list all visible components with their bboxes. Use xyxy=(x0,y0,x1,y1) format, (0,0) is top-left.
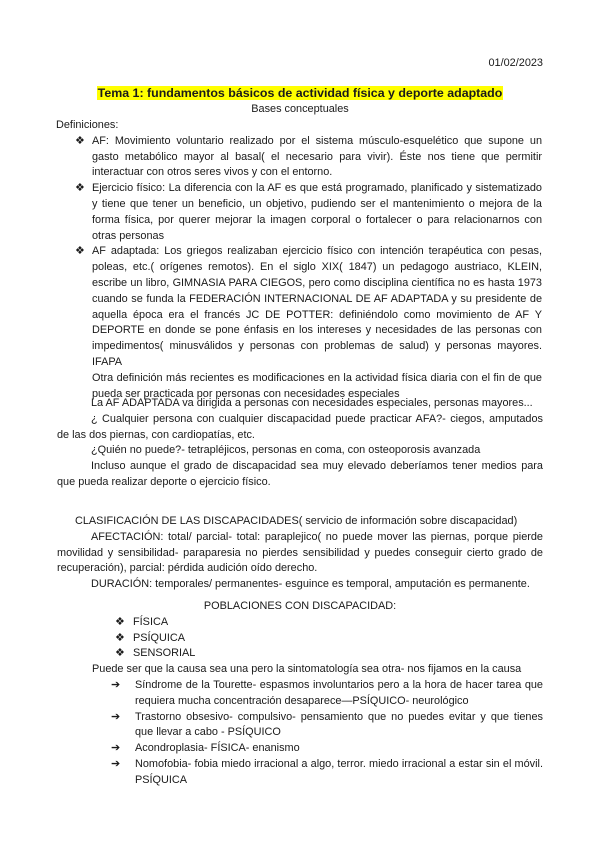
arrow-bullet-icon: ➔ xyxy=(111,710,121,723)
populations-section xyxy=(57,599,543,789)
diamond-bullet-icon: ❖ xyxy=(115,631,125,644)
arrow-bullet-icon: ➔ xyxy=(111,742,121,755)
paragraph-question-2: ¿Quién no puede?- tetrapléjicos, personas en coma, con osteoporosis avanzada xyxy=(91,444,481,457)
example-item xyxy=(111,678,543,710)
other-definition: Otra definición más recientes es modificaciones en la actividad física diaria con el fin de que pueda ser practicada por personas con necesidades especiales xyxy=(92,371,542,400)
document-subtitle: Bases conceptuales xyxy=(251,103,349,115)
population-label: PSÍQUICA xyxy=(133,631,186,644)
definition-text: Ejercicio físico: La diferencia con la AF es que está programado, planificado y sistematizado y tiene que tener un beneficio, un objetivo, pudiendo ser el mantenimiento o mejora de la forma física, por querer mejorar la imagen corporal o fortalecer o para relacionarnos con otras personas xyxy=(92,182,542,242)
document-date: 01/02/2023 xyxy=(488,57,543,69)
diamond-bullet-icon: ❖ xyxy=(75,245,85,258)
affection-paragraph: AFECTACIÓN: total/ parcial- total: paraplejico( no puede mover las piernas, porque pierde movilidad y sensibilidad- paraparesia no pierdes sensibilidad y puedes conseguir cierto grado de recuperación), parcial: pérdida audición oído derecho. xyxy=(57,530,543,575)
diamond-bullet-icon: ❖ xyxy=(115,615,125,628)
paragraph-incluso: Incluso aunque el grado de discapacidad sea muy elevado deberíamos tener medios para que pueda realizar deporte o ejercicio físico. xyxy=(57,460,543,488)
example-item xyxy=(111,741,543,757)
example-text: Acondroplasia- FÍSICA- enanismo xyxy=(135,742,300,755)
document-title: Tema 1: fundamentos básicos de actividad física y deporte adaptado xyxy=(97,86,503,100)
adaptada-section xyxy=(57,396,543,491)
cause-paragraph: Puede ser que la causa sea una pero la sintomatología sea otra- nos fijamos en la causa xyxy=(92,663,522,676)
diamond-bullet-icon: ❖ xyxy=(115,647,125,660)
populations-heading: POBLACIONES CON DISCAPACIDAD: xyxy=(203,600,397,612)
arrow-bullet-icon: ➔ xyxy=(111,757,121,770)
definition-item xyxy=(56,181,542,244)
population-label: SENSORIAL xyxy=(133,647,196,660)
definitions-section xyxy=(56,118,542,402)
example-text: Trastorno obsesivo- compulsivo- pensamiento que no puedes evitar y que tienes que llevar a cabo - PSÍQUICO xyxy=(135,710,543,739)
diamond-bullet-icon: ❖ xyxy=(75,182,85,195)
populations-list xyxy=(57,615,543,662)
duration-paragraph: DURACIÓN: temporales/ permanentes- esguince es temporal, amputación es permanente. xyxy=(91,578,530,591)
arrow-bullet-icon: ➔ xyxy=(111,678,121,691)
definition-item xyxy=(56,244,542,370)
example-text: Nomofobia- fobia miedo irracional a algo, terror. miedo irracional a estar sin el móvil. PSÍQUICA xyxy=(135,757,543,786)
paragraph-adaptada: La AF ADAPTADA va dirigida a personas con necesidades especiales, personas mayores... xyxy=(91,397,533,409)
definition-text: AF adaptada: Los griegos realizaban ejercicio físico con intención terapéutica con pesas, poleas, etc.( orígenes remotos). En el siglo XIX( 1847) un pedagogo austriaco, KLEIN, escribe un libro, GIMNASIA PARA CIEGOS, pero como disciplina científica no es hasta 1973 cuando se funda la FEDERACIÓN INTERNACIONAL DE AF ADAPTADA y su presidente de aquella época era el francés JC DE POTTER: definiéndolo como movimiento de AF Y DEPORTE en donde se pone énfasis en los intereses y necesidades de las personas con impedimentos( minusválidos y personas con problemas de salud) y personas mayores. IFAPA xyxy=(92,245,542,368)
population-item xyxy=(113,615,543,631)
population-item xyxy=(113,631,543,647)
diamond-bullet-icon: ❖ xyxy=(75,134,85,147)
example-text: Síndrome de la Tourette- espasmos involuntarios pero a la hora de hacer tarea que requiera mucha concentración desaparece—PSÍQUICO- neurológico xyxy=(135,678,543,707)
population-item xyxy=(113,646,543,662)
definition-item xyxy=(56,134,542,181)
definitions-label: Definiciones: xyxy=(56,119,119,131)
classification-heading: CLASIFICACIÓN DE LAS DISCAPACIDADES( servicio de información sobre discapacidad) xyxy=(75,515,518,527)
example-item xyxy=(111,710,543,742)
population-label: FÍSICA xyxy=(133,615,169,628)
definition-text: AF: Movimiento voluntario realizado por el sistema músculo-esquelético que supone un gasto metabólico mayor al basal( el necesario para vivir). Éste nos tiene que permitir interactuar con otros seres vivos y con el entorno. xyxy=(92,134,542,179)
paragraph-question-1: ¿ Cualquier persona con cualquier discapacidad puede practicar AFA?- ciegos, amputados de las dos piernas, con cardiopatías, etc. xyxy=(57,412,543,441)
classification-section xyxy=(57,514,543,593)
examples-list xyxy=(57,678,543,789)
document-title-wrap xyxy=(0,86,600,103)
example-item xyxy=(111,757,543,789)
